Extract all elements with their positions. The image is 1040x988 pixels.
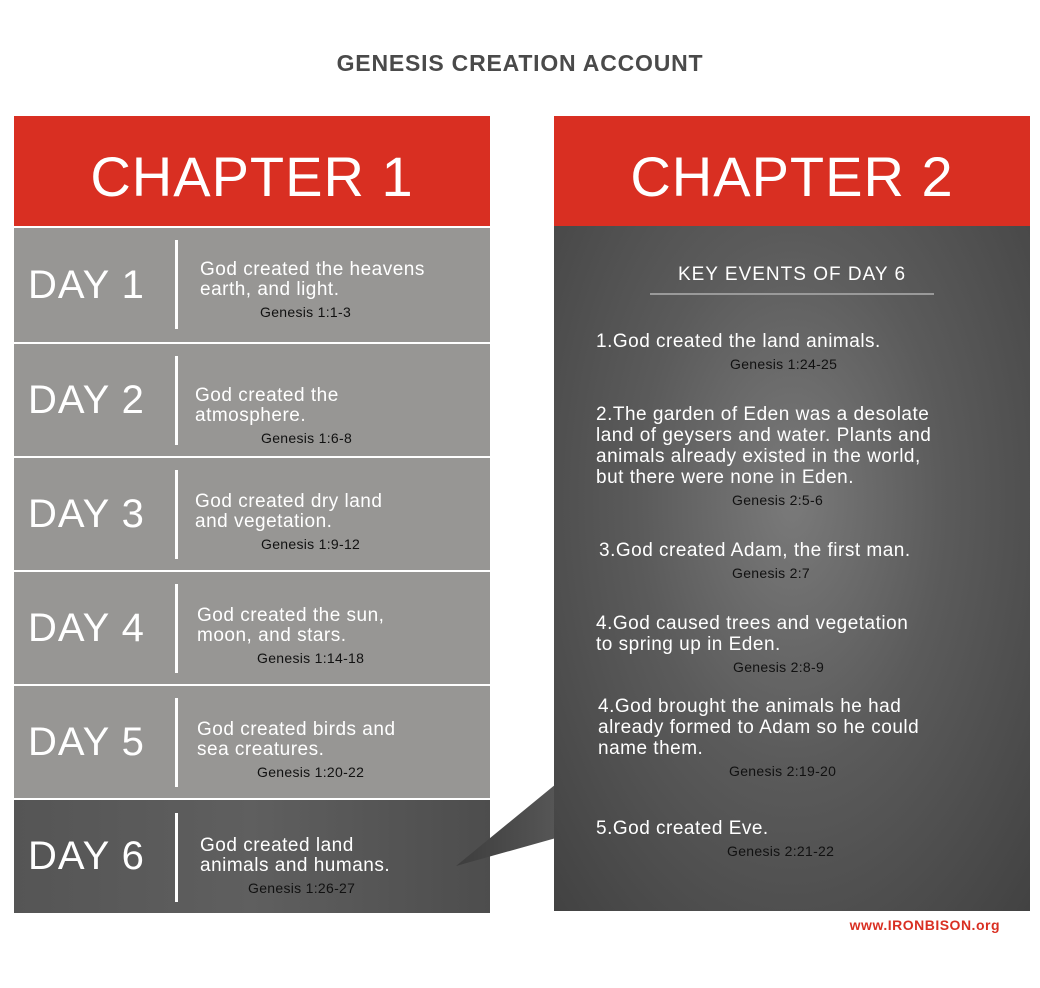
website-link[interactable]: www.IRONBISON.org bbox=[849, 917, 1000, 933]
event-ref: Genesis 2:7 bbox=[732, 565, 811, 581]
day-label: DAY 2 bbox=[28, 377, 145, 422]
day-description: God created birds and sea creatures. bbox=[197, 719, 396, 760]
day-label: DAY 6 bbox=[28, 834, 145, 878]
day-description: God created the sun, moon, and stars. bbox=[197, 605, 385, 646]
event-ref: Genesis 1:24-25 bbox=[730, 356, 838, 372]
title-underline bbox=[650, 293, 934, 295]
event-1: 1.God created the land animals. bbox=[596, 331, 881, 352]
event-4: 4.God caused trees and vegetation to spring up in Eden. bbox=[596, 613, 909, 655]
day-description: God created the atmosphere. bbox=[195, 385, 339, 426]
scripture-ref: Genesis 1:20-22 bbox=[257, 764, 365, 780]
chapter-2-panel bbox=[554, 116, 1030, 911]
scripture-ref: Genesis 1:6-8 bbox=[261, 430, 353, 446]
event-5: 4.God brought the animals he had already formed to Adam so he could name them. bbox=[598, 696, 920, 759]
day-label: DAY 1 bbox=[28, 262, 145, 307]
event-3: 3.God created Adam, the first man. bbox=[599, 540, 911, 561]
event-6: 5.God created Eve. bbox=[596, 818, 769, 839]
day-label: DAY 4 bbox=[28, 605, 145, 650]
page-title: GENESIS CREATION ACCOUNT bbox=[336, 50, 704, 76]
scripture-ref: Genesis 1:9-12 bbox=[261, 536, 361, 552]
event-ref: Genesis 2:5-6 bbox=[732, 492, 824, 508]
day-label: DAY 5 bbox=[28, 719, 145, 764]
chapter-1-header: CHAPTER 1 bbox=[14, 116, 490, 226]
day-description: God created dry land and vegetation. bbox=[195, 491, 383, 532]
event-ref: Genesis 2:21-22 bbox=[727, 843, 835, 859]
scripture-ref: Genesis 1:1-3 bbox=[260, 304, 352, 320]
key-events-title: KEY EVENTS OF DAY 6 bbox=[677, 264, 907, 285]
event-ref: Genesis 2:19-20 bbox=[729, 763, 837, 779]
scripture-ref: Genesis 1:14-18 bbox=[257, 650, 365, 666]
event-ref: Genesis 2:8-9 bbox=[733, 659, 825, 675]
day-description: God created land animals and humans. bbox=[200, 835, 391, 876]
scripture-ref: Genesis 1:26-27 bbox=[248, 880, 356, 896]
event-2: 2.The garden of Eden was a desolate land of geysers and water. Plants and animals already existed in the world, but there were none in Eden. bbox=[596, 404, 932, 488]
chapter-2-header: CHAPTER 2 bbox=[554, 116, 1030, 226]
day-description: God created the heavens earth, and light. bbox=[200, 259, 425, 300]
day-label: DAY 3 bbox=[28, 491, 145, 536]
